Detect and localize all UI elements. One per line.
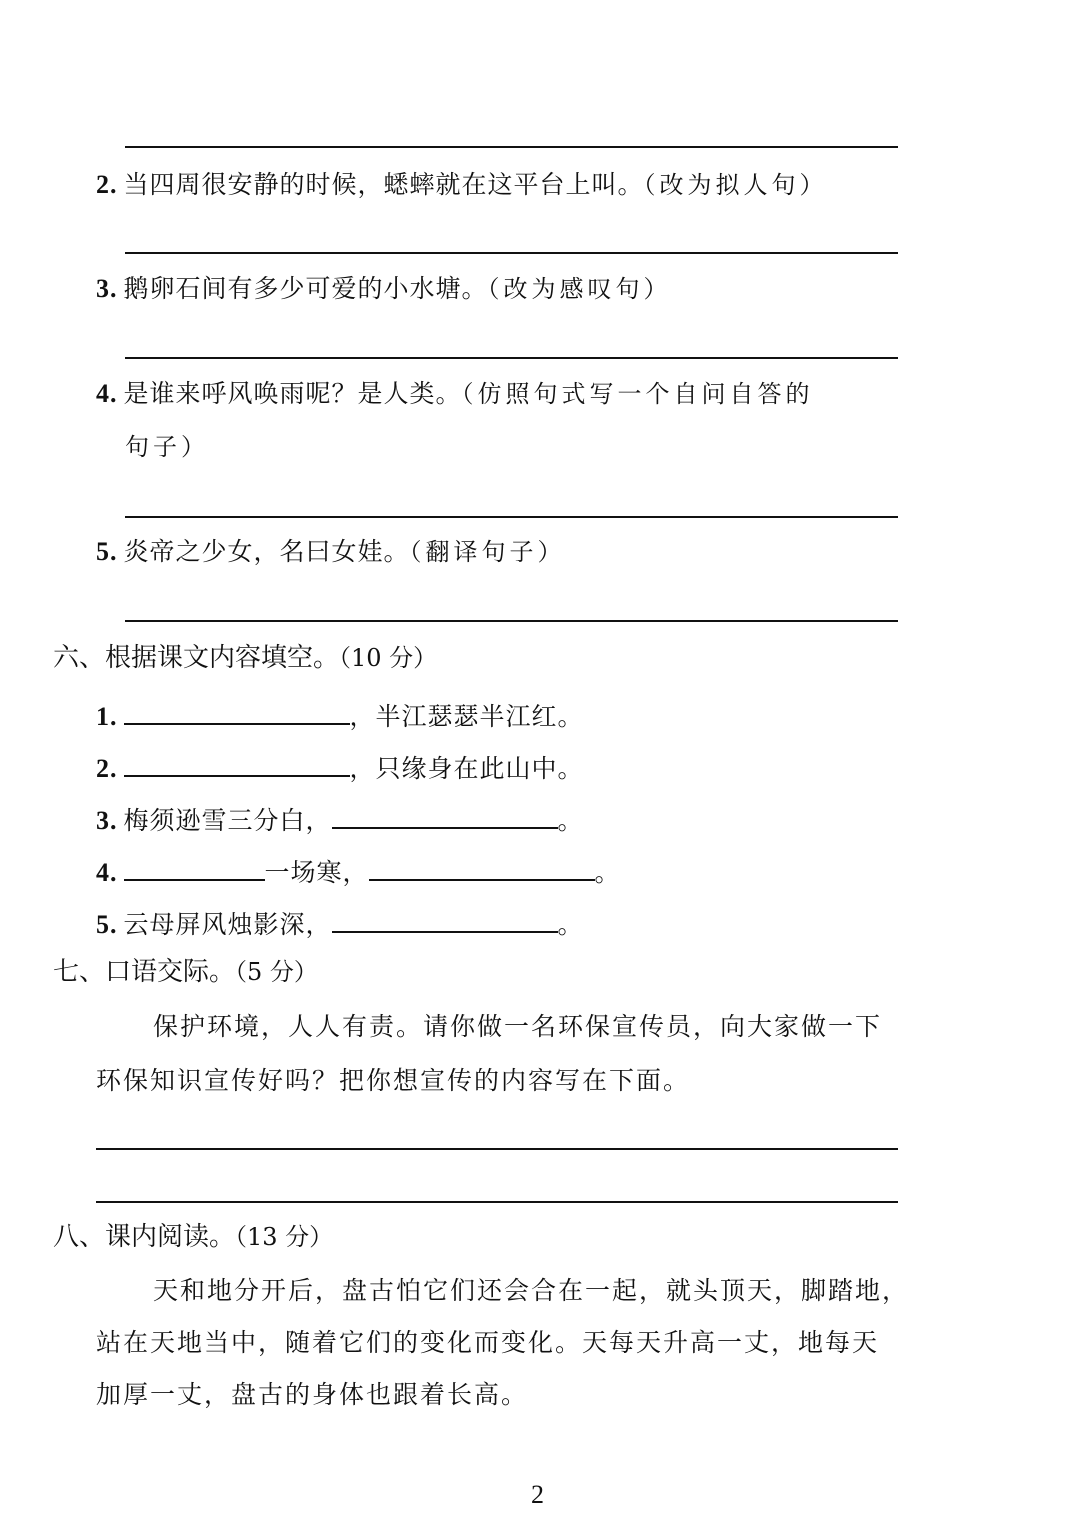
question-instruction: （改为感叹句） — [487, 275, 672, 303]
section-score: （10 分） — [339, 644, 438, 672]
answer-line[interactable] — [96, 1148, 898, 1150]
prompt-line: 保护环境，人人有责。请你做一名环保宣传员，向大家做一下 — [153, 1012, 883, 1041]
question-text: 是谁来呼风唤雨呢？是人类。 — [123, 379, 462, 408]
reading-line: 天和地分开后，盘古怕它们还会合在一起，就头顶天，脚踏地， — [153, 1276, 910, 1305]
section-heading — [53, 956, 318, 988]
question-instruction: （改为拟人句） — [643, 171, 828, 199]
fill-blank[interactable] — [332, 905, 558, 933]
answer-line[interactable] — [125, 516, 898, 518]
question-instruction: （仿照句式写一个自问自答的 — [461, 380, 814, 408]
fill-text: 。 — [557, 910, 584, 939]
section-score: （5 分） — [235, 958, 318, 986]
question-text: 鹅卵石间有多少可爱的小水塘。 — [123, 274, 488, 303]
question-item: 5. 炎帝之少女，名曰女娃。（翻译句子） — [96, 537, 566, 566]
section-title: 七、口语交际。 — [53, 957, 236, 987]
fill-text: 梅须逊雪三分白， — [123, 806, 332, 835]
fill-blank[interactable] — [369, 853, 595, 881]
answer-line[interactable] — [125, 357, 898, 359]
section-title: 八、课内阅读。 — [53, 1222, 236, 1252]
fill-text: ，半江瑟瑟半江红。 — [349, 702, 584, 731]
fill-text: ，只缘身在此山中。 — [349, 754, 584, 783]
fill-text: 云母屏风烛影深， — [123, 910, 332, 939]
fill-item: 3. 梅须逊雪三分白， 。 — [96, 801, 584, 836]
fill-blank[interactable] — [124, 749, 350, 777]
answer-line[interactable] — [125, 620, 898, 622]
answer-line[interactable] — [125, 146, 898, 148]
prompt-line: 环保知识宣传好吗？把你想宣传的内容写在下面。 — [96, 1066, 691, 1095]
question-item: 2. 当四周很安静的时候，蟋蟀就在这平台上叫。（改为拟人句） — [96, 170, 828, 199]
question-instruction-continued: 句子） — [125, 433, 209, 461]
section-score: （13 分） — [235, 1223, 334, 1251]
fill-text: 。 — [557, 806, 584, 835]
fill-item: 1. ，半江瑟瑟半江红。 — [96, 697, 584, 732]
question-text: 当四周很安静的时候，蟋蟀就在这平台上叫。 — [123, 170, 644, 199]
question-item: 3. 鹅卵石间有多少可爱的小水塘。（改为感叹句） — [96, 274, 672, 303]
question-instruction: （翻译句子） — [409, 538, 566, 566]
fill-blank[interactable] — [124, 853, 265, 881]
page-number: 2 — [531, 1480, 544, 1509]
section-heading — [53, 642, 437, 674]
fill-text: 一场寒， — [264, 858, 369, 887]
fill-item: 2. ，只缘身在此山中。 — [96, 749, 584, 784]
reading-line: 加厚一丈，盘古的身体也跟着长高。 — [96, 1380, 529, 1409]
fill-item: 4. 一场寒， 。 — [96, 853, 621, 888]
fill-blank[interactable] — [124, 697, 350, 725]
fill-item: 5. 云母屏风烛影深， 。 — [96, 905, 584, 940]
reading-line: 站在天地当中，随着它们的变化而变化。天每天升高一丈，地每天 — [96, 1328, 880, 1357]
section-heading — [53, 1221, 333, 1253]
answer-line[interactable] — [125, 252, 898, 254]
question-item: 4. 是谁来呼风唤雨呢？是人类。（仿照句式写一个自问自答的 — [96, 379, 814, 408]
answer-line[interactable] — [96, 1201, 898, 1203]
question-text: 炎帝之少女，名曰女娃。 — [123, 537, 410, 566]
section-title: 六、根据课文内容填空。 — [53, 643, 340, 673]
fill-blank[interactable] — [332, 801, 558, 829]
fill-text: 。 — [594, 858, 621, 887]
